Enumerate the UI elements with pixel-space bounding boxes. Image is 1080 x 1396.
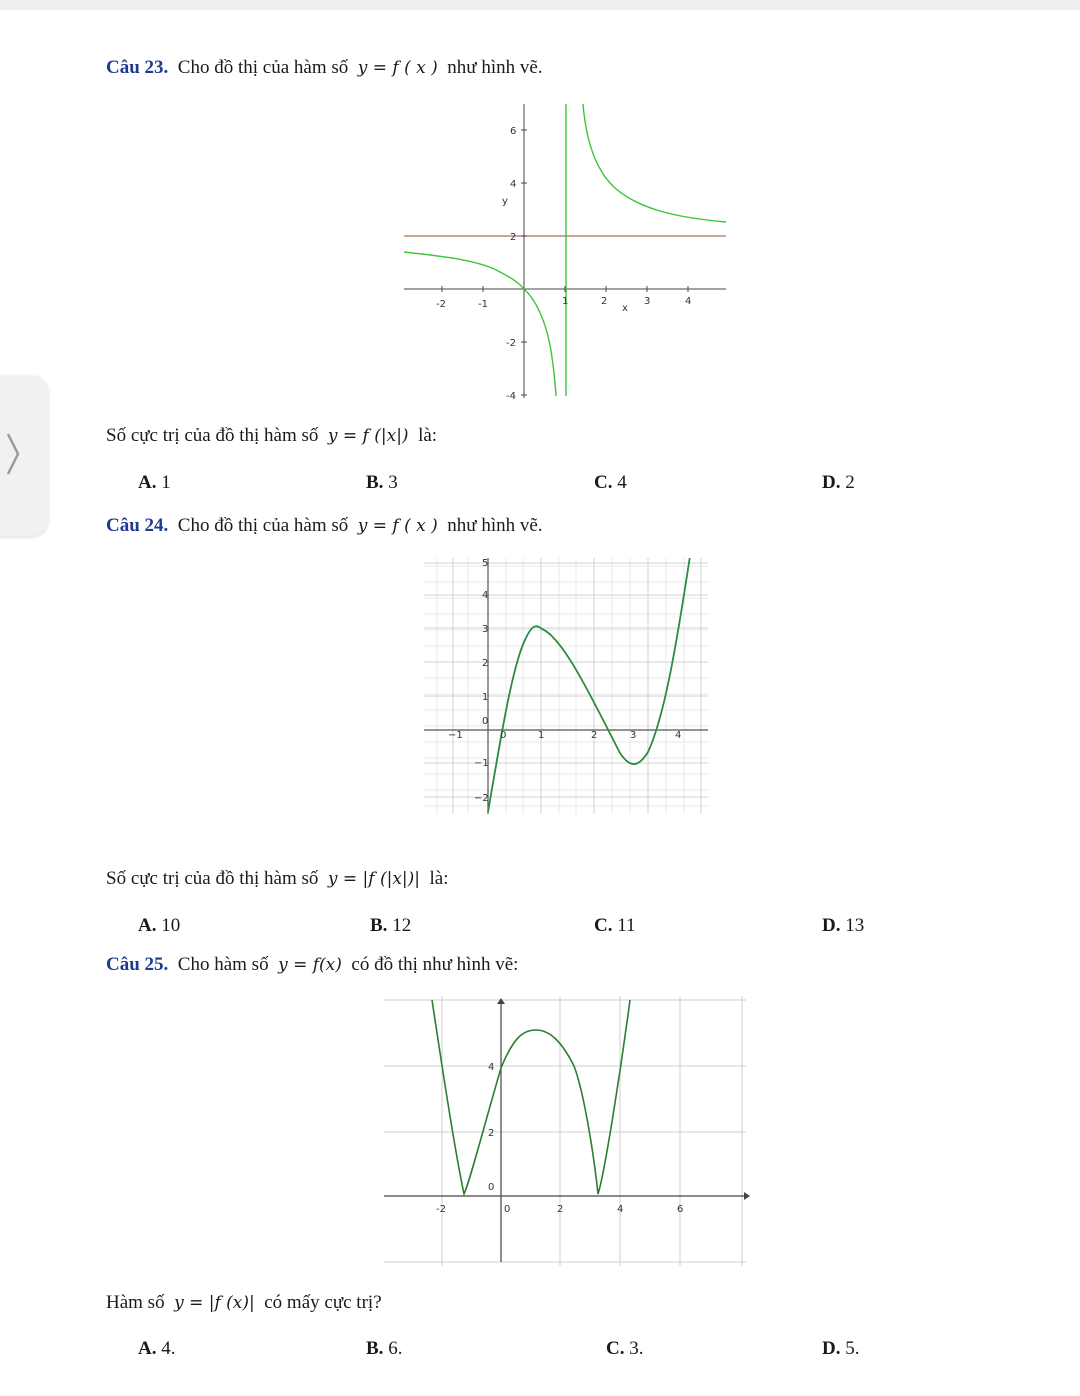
q25-question-formula: y = |f (x)| [174, 1293, 255, 1313]
q24-ytick: −2 [474, 793, 489, 804]
q25-y-arrow [497, 998, 505, 1004]
q25-xtick: -2 [436, 1204, 446, 1215]
q24-ytick: 5 [482, 558, 489, 569]
q23-ytick: 6 [510, 126, 517, 137]
q23-left-branch-lower [524, 289, 556, 396]
q24-xtick: 4 [675, 730, 682, 741]
q25-heading [106, 954, 518, 976]
q25-xtick: 4 [617, 1204, 624, 1215]
q23-left-branch [404, 252, 524, 289]
q24-option-b[interactable]: B. 12 [370, 915, 412, 936]
q24-option-c[interactable]: C. 11 [594, 915, 636, 936]
q25-graph [384, 996, 750, 1266]
q24-intro: Cho đồ thị của hàm số [177, 515, 349, 536]
q25-question [106, 1292, 382, 1314]
q25-option-a[interactable]: A. 4. [138, 1338, 176, 1359]
q24-option-d[interactable]: D. 13 [822, 915, 865, 936]
q24-xtick: 2 [591, 730, 598, 741]
q25-intro-end: có đồ thị như hình vẽ: [351, 954, 519, 975]
chevron-right-icon [6, 432, 20, 476]
q23-x-label: x [622, 303, 628, 314]
q23-question [106, 425, 437, 447]
q24-formula: y = f ( x ) [357, 516, 438, 536]
q23-question-text: Số cực trị của đồ thị hàm số [106, 425, 319, 446]
q23-ytick: 2 [510, 232, 517, 243]
q25-option-d[interactable]: D. 5. [822, 1338, 860, 1359]
q24-ytick: 2 [482, 658, 489, 669]
q23-right-branch [583, 104, 726, 222]
q23-option-c[interactable]: C. 4 [594, 472, 627, 493]
q24-ytick: 3 [482, 624, 489, 635]
q24-ytick: 4 [482, 590, 489, 601]
q25-option-c[interactable]: C. 3. [606, 1338, 644, 1359]
q24-xtick: 3 [630, 730, 637, 741]
q23-label: Câu 23. [106, 57, 169, 78]
q23-xtick: 3 [644, 296, 651, 307]
top-bar [0, 0, 1080, 10]
q24-ytick: 1 [482, 692, 489, 703]
q23-formula: y = f ( x ) [357, 58, 438, 78]
q23-intro-end: như hình vẽ. [447, 57, 543, 78]
q23-y-label: y [502, 196, 508, 207]
q24-ytick: 0 [482, 716, 489, 727]
q23-ytick: 4 [510, 179, 517, 190]
q25-formula: y = f(x) [278, 955, 342, 975]
q25-xtick: 0 [504, 1204, 511, 1215]
q24-question-formula: y = |f (|x|)| [327, 869, 421, 889]
q23-ytick: -2 [506, 338, 516, 349]
q25-ytick: 0 [488, 1182, 495, 1193]
q23-xtick: 2 [601, 296, 608, 307]
side-nav-tab[interactable] [0, 376, 48, 536]
q24-heading [106, 515, 543, 537]
q23-xtick: -1 [478, 299, 488, 310]
q25-ytick: 2 [488, 1128, 495, 1139]
q23-graph [400, 100, 730, 400]
q24-xtick: −1 [448, 730, 463, 741]
q24-intro-end: như hình vẽ. [447, 515, 543, 536]
q23-ytick: -4 [506, 391, 516, 400]
q25-option-b[interactable]: B. 6. [366, 1338, 403, 1359]
q23-option-d[interactable]: D. 2 [822, 472, 855, 493]
q24-xtick: 1 [538, 730, 545, 741]
q23-question-formula: y = f (|x|) [327, 426, 409, 446]
q25-label: Câu 25. [106, 954, 169, 975]
q23-xtick: 1 [562, 296, 569, 307]
q23-option-b[interactable]: B. 3 [366, 472, 398, 493]
q25-xtick: 6 [677, 1204, 684, 1215]
q25-curve [432, 1000, 630, 1194]
q25-question-text: Hàm số [106, 1292, 165, 1313]
q24-question [106, 868, 449, 890]
q25-x-arrow [744, 1192, 750, 1200]
q23-intro: Cho đồ thị của hàm số [177, 57, 349, 78]
q24-xtick: 0 [500, 730, 507, 741]
q23-option-a[interactable]: A. 1 [138, 472, 171, 493]
q23-question-end: là: [418, 425, 438, 446]
q25-intro: Cho hàm số [177, 954, 269, 975]
q24-question-text: Số cực trị của đồ thị hàm số [106, 868, 319, 889]
q25-xtick: 2 [557, 1204, 564, 1215]
q23-xtick: 4 [685, 296, 692, 307]
q23-xtick: -2 [436, 299, 446, 310]
q23-heading [106, 57, 543, 79]
q24-question-end: là: [429, 868, 449, 889]
q24-label: Câu 24. [106, 515, 169, 536]
q24-option-a[interactable]: A. 10 [138, 915, 181, 936]
q24-ytick: −1 [474, 758, 489, 769]
q24-graph [424, 558, 708, 814]
q25-ytick: 4 [488, 1062, 495, 1073]
q25-question-end: có mấy cực trị? [264, 1292, 382, 1313]
